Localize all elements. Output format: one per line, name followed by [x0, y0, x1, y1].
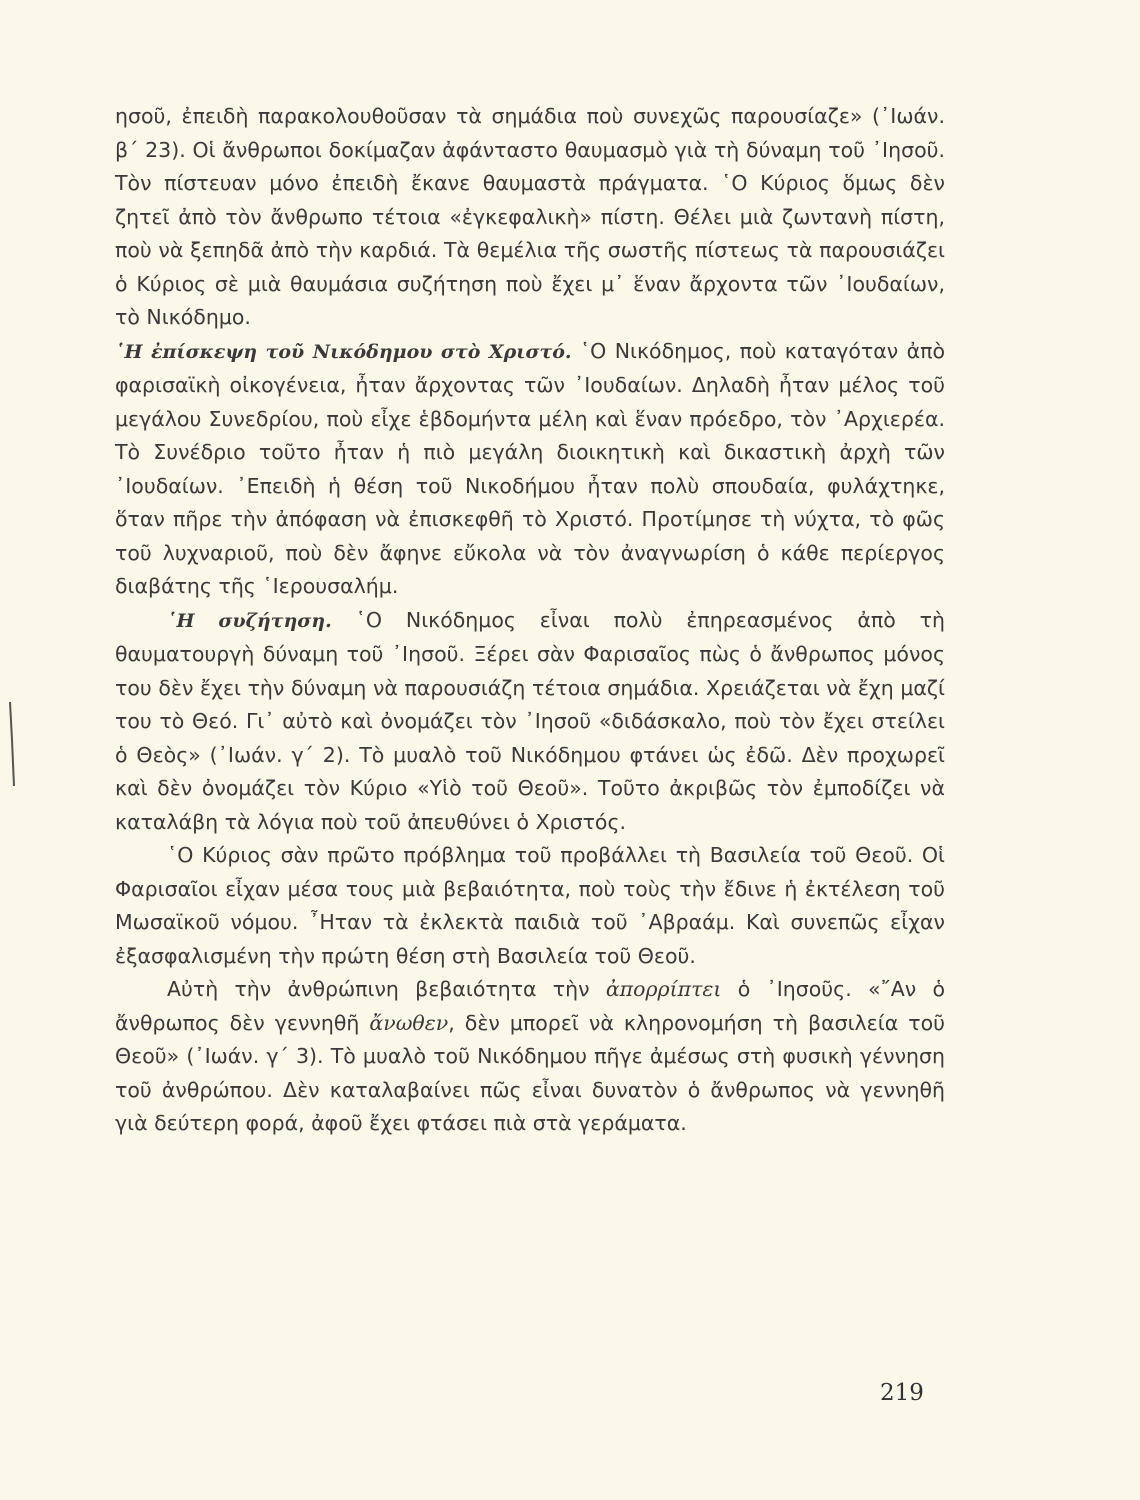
paragraph-5-text-b: ὁ ᾿Ιησοῦς. «῎Αν ὁ ἄνθρωπος δὲν γεννηθῆ: [115, 977, 945, 1035]
paragraph-2-text: ῾Ο Νικόδημος, ποὺ καταγόταν ἀπὸ φαρισαϊκὴ οἰκογένεια, ἦταν ἄρχοντας τῶν ᾿Ιουδαίων. Δηλαδὴ ἦταν μέλος τοῦ μεγάλου Συνεδρίου, ποὺ εἶχε ἑβδομήντα μέλη καὶ ἕναν πρόεδρο, τὸν ᾿Αρχιερέα. Τὸ Συνέδριο τοῦτο ἦταν ἡ πιὸ μεγάλη διοικητικὴ καὶ δικαστικὴ ἀρχὴ τῶν ᾿Ιουδαίων. ᾿Επειδὴ ἡ θέση τοῦ Νικοδήμου ἦταν πολὺ σπουδαία, φυλάχτηκε, ὅταν πῆρε τὴν ἀπόφαση νὰ ἐπισκεφθῆ τὸ Χριστό. Προτίμησε τὴ νύχτα, τὸ φῶς τοῦ λυχναριοῦ, ποὺ δὲν ἄφηνε εὔκολα νὰ τὸν ἀναγνωρίση ὁ κάθε περίεργος διαβάτης τῆς ῾Ιερουσαλήμ.: [115, 338, 945, 598]
body-text: [115, 100, 945, 1141]
paragraph-3-text: ῾Ο Νικόδημος εἶναι πολὺ ἐπηρεασμένος ἀπὸ τὴ θαυματουργὴ δύναμη τοῦ ᾿Ιησοῦ. Ξέρει σὰν Φαρισαῖος πὼς ὁ ἄνθρωπος μόνος του δὲν ἔχει τὴν δύναμη νὰ παρουσιάζη τέτοια σημάδια. Χρειάζεται νὰ ἔχη μαζί του τὸ Θεό. Γι᾿ αὐτὸ καὶ ὀνομάζει τὸν ᾿Ιησοῦ «διδάσκαλο, ποὺ τὸν ἔχει στείλει ὁ Θεὸς» (᾿Ιωάν. γ΄ 2). Τὸ μυαλὸ τοῦ Νικόδημου φτάνει ὡς ἐδῶ. Δὲν προχωρεῖ καὶ δὲν ὀνομάζει τὸν Κύριο «Υἱὸ τοῦ Θεοῦ». Τοῦτο ἀκριβῶς τὸν ἐμποδίζει νὰ καταλάβη τὰ λόγια ποὺ τοῦ ἀπευθύνει ὁ Χριστός.: [115, 607, 945, 834]
paragraph-1-text: ησοῦ, ἐπειδὴ παρακολουθοῦσαν τὰ σημάδια ποὺ συνεχῶς παρουσίαζε» (᾿Ιωάν. β΄ 23). Οἱ ἄνθρωποι δοκίμαζαν ἀφάνταστο θαυμασμὸ γιὰ τὴ δύναμη τοῦ ᾿Ιησοῦ. Τὸν πίστευαν μόνο ἐπειδὴ ἔκανε θαυμαστὰ πράγματα. ῾Ο Κύριος ὅμως δὲν ζητεῖ ἀπὸ τὸν ἄνθρωπο τέτοια «ἐγκεφαλικὴ» πίστη. Θέλει μιὰ ζωντανὴ πίστη, ποὺ νὰ ξεπηδᾶ ἀπὸ τὴν καρδιά. Τὰ θεμέλια τῆς σωστῆς πίστεως τὰ παρουσιάζει ὁ Κύριος σὲ μιὰ θαυμάσια συζήτηση ποὺ ἔχει μ᾿ ἕναν ἄρχοντα τῶν ᾿Ιουδαίων, τὸ Νικόδημο.: [115, 104, 945, 329]
page-number: 219: [880, 1380, 924, 1406]
paragraph-5-text-a: Αὐτὴ τὴν ἀνθρώπινη βεβαιότητα τὴν: [167, 977, 606, 1001]
paragraph-5-text-c: , δὲν μπορεῖ νὰ κληρονομήση τὴ βασιλεία τοῦ Θεοῦ» (᾿Ιωάν. γ΄ 3). Τὸ μυαλὸ τοῦ Νικόδημου πῆγε ἀμέσως στὴ φυσικὴ γέννηση τοῦ ἀνθρώπου. Δὲν καταλαβαίνει πῶς εἶναι δυνατὸν ὁ ἄνθρωπος νὰ γεννηθῆ γιὰ δεύτερη φορά, ἀφοῦ ἔχει φτάσει πιὰ στὰ γεράματα.: [115, 1010, 945, 1135]
paragraph-4: [115, 839, 945, 973]
paragraph-3: [115, 604, 945, 840]
section-heading-visit: ῾Η ἐπίσκεψη τοῦ Νικόδημου στὸ Χριστό.: [115, 340, 572, 363]
paragraph-4-text: ῾Ο Κύριος σὰν πρῶτο πρόβλημα τοῦ προβάλλει τὴ Βασιλεία τοῦ Θεοῦ. Οἱ Φαρισαῖοι εἶχαν μέσα τους μιὰ βεβαιότητα, ποὺ τοὺς τὴν ἔδινε ἡ ἐκτέλεση τοῦ Μωσαϊκοῦ νόμου. ῏Ηταν τὰ ἐκλεκτὰ παιδιὰ τοῦ ᾿Αβραάμ. Καὶ συνεπῶς εἶχαν ἐξασφαλισμένη τὴν πρώτη θέση στὴ Βασιλεία τοῦ Θεοῦ.: [115, 843, 945, 968]
emphasis-anothen: ἄνωθεν: [369, 1010, 449, 1035]
section-heading-discussion: ῾Η συζήτηση.: [167, 609, 332, 632]
margin-pencil-mark: [4, 700, 24, 790]
paragraph-5: [115, 973, 945, 1141]
emphasis-aporriptei: ἀπορρίπτει: [605, 977, 722, 1001]
paragraph-1: [115, 100, 945, 335]
paragraph-2: [115, 335, 945, 604]
